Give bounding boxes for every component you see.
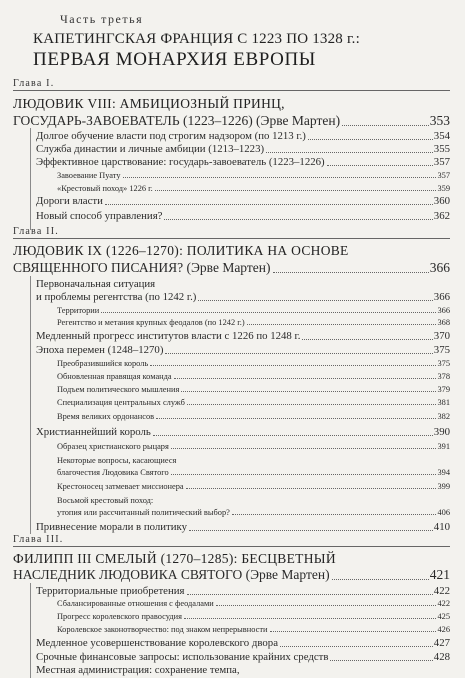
- page-number: 379: [437, 385, 450, 394]
- toc-entry[interactable]: [36, 637, 450, 650]
- entry-text: Время великих ордонансов: [57, 412, 155, 421]
- leader-dots: [302, 338, 432, 340]
- entry-text: Христианнейший король: [36, 426, 151, 438]
- page-number: 425: [437, 612, 450, 621]
- toc-subentry[interactable]: [57, 317, 450, 328]
- toc-subentry[interactable]: [57, 611, 450, 622]
- leader-dots: [273, 271, 429, 273]
- page-number: 399: [437, 482, 450, 491]
- leader-dots: [247, 323, 437, 325]
- entry-text: Медленное усовершенствование королевского двора: [36, 637, 279, 649]
- page-number: 375: [437, 359, 450, 368]
- leader-dots: [308, 138, 433, 140]
- leader-dots: [198, 299, 432, 301]
- toc-entry[interactable]: [36, 585, 450, 598]
- chapter-label: Глава II.: [13, 226, 450, 239]
- chapter-title-line: ЛЮДОВИК VIII: АМБИЦИОЗНЫЙ ПРИНЦ,: [13, 96, 285, 111]
- page-number: 375: [433, 344, 450, 356]
- leader-dots: [181, 390, 436, 392]
- entry-text: «Крестовый поход» 1226 г.: [57, 184, 153, 193]
- page-number: 366: [437, 306, 450, 315]
- part-label: Часть третья: [60, 12, 144, 26]
- page-number: 426: [437, 625, 450, 634]
- toc-entry[interactable]: [36, 664, 450, 677]
- leader-dots: [184, 617, 436, 619]
- page-number: 362: [433, 210, 450, 222]
- entry-text: Территориальные приобретения: [36, 585, 185, 597]
- part-subtitle: ПЕРВАЯ МОНАРХИЯ ЕВРОПЫ: [33, 49, 316, 70]
- entry-text: Сбалансированные отношения с феодалами: [57, 599, 214, 608]
- page-number: 427: [433, 637, 450, 649]
- toc-entry[interactable]: [36, 344, 450, 357]
- entry-text: благочестия Людовика Святого: [57, 468, 169, 477]
- page-number: 360: [433, 195, 450, 207]
- toc-subentry[interactable]: [57, 305, 450, 316]
- leader-dots: [270, 630, 437, 632]
- chapter-title-row[interactable]: [13, 112, 450, 129]
- toc-subentry[interactable]: [57, 411, 450, 422]
- leader-dots: [150, 364, 436, 366]
- toc-entry[interactable]: [36, 210, 450, 223]
- leader-dots: [165, 352, 432, 354]
- entry-text: Служба династии и личные амбиции (1213–1223): [36, 143, 265, 155]
- page-number: 355: [433, 143, 450, 155]
- entry-text: утопия или рассчитанный политический выбор?: [57, 508, 230, 517]
- entry-text: Привнесение морали в политику: [36, 521, 188, 533]
- chapter-title-row[interactable]: [13, 566, 450, 583]
- page-number: 378: [437, 372, 450, 381]
- leader-dots: [232, 513, 437, 515]
- entry-text: Регентство и метания крупных феодалов (по 1242 г.): [57, 318, 245, 327]
- chapter-label: Глава I.: [13, 78, 450, 91]
- toc-entry[interactable]: [36, 143, 450, 156]
- toc-subentry[interactable]: [57, 455, 450, 466]
- toc-subentry[interactable]: [57, 481, 450, 492]
- section-bracket: [30, 128, 31, 230]
- page-number: 390: [433, 426, 450, 438]
- toc-subentry[interactable]: [57, 624, 450, 635]
- page-number: 366: [433, 291, 450, 303]
- toc-subentry[interactable]: [57, 183, 450, 194]
- entry-text: Медленный прогресс институтов власти с 1226 по 1248 г.: [36, 330, 301, 342]
- page-number: 366: [429, 260, 450, 275]
- chapter-title-line: ГОСУДАРЬ-ЗАВОЕВАТЕЛЬ (1223–1226) (Эрве Мартен): [13, 113, 341, 128]
- toc-entry[interactable]: [36, 195, 450, 208]
- chapter-title-line: НАСЛЕДНИК ЛЮДОВИКА СВЯТОГО (Эрве Мартен): [13, 567, 330, 582]
- page-number: 428: [433, 651, 450, 663]
- leader-dots: [164, 218, 432, 220]
- entry-text: Территории: [57, 306, 100, 315]
- page-number: 357: [433, 156, 450, 168]
- leader-dots: [174, 377, 437, 379]
- page-number: 357: [437, 171, 450, 180]
- leader-dots: [332, 578, 429, 580]
- entry-text: Завоевание Пуату: [57, 171, 121, 180]
- toc-subentry[interactable]: [57, 441, 450, 452]
- entry-text: Местная администрация: сохранение темпа,: [36, 664, 240, 676]
- entry-text: Дороги власти: [36, 195, 103, 207]
- entry-text: Прогресс королевского правосудия: [57, 612, 182, 621]
- page-number: 410: [433, 521, 450, 533]
- leader-dots: [153, 434, 433, 436]
- entry-text: Эпоха перемен (1248–1270): [36, 344, 164, 356]
- entry-text: Преобразившийся король: [57, 359, 149, 368]
- toc-entry[interactable]: [36, 330, 450, 343]
- entry-text: Срочные финансовые запросы: использование крайних средств: [36, 651, 329, 663]
- toc-entry[interactable]: [36, 426, 450, 439]
- toc-subentry[interactable]: [57, 495, 450, 506]
- toc-subentry[interactable]: [57, 371, 450, 382]
- page-number: 359: [437, 184, 450, 193]
- page-number: 381: [437, 398, 450, 407]
- chapter-title-line: ЛЮДОВИК IX (1226–1270): ПОЛИТИКА НА ОСНОВЕ: [13, 243, 349, 258]
- entry-text: Специализация центральных служб: [57, 398, 185, 407]
- leader-dots: [105, 203, 433, 205]
- entry-text: Некоторые вопросы, касающиеся: [57, 456, 177, 465]
- toc-entry[interactable]: [36, 156, 450, 169]
- leader-dots: [187, 593, 433, 595]
- page-number: 368: [437, 318, 450, 327]
- toc-subentry[interactable]: [57, 384, 450, 395]
- toc-subentry[interactable]: [57, 397, 450, 408]
- page-number: 406: [437, 508, 450, 517]
- leader-dots: [189, 529, 433, 531]
- entry-text: Эффективное царствование: государь-завоеватель (1223–1226): [36, 156, 325, 168]
- entry-text: Подъем политического мышления: [57, 385, 180, 394]
- entry-text: Образец христианского рыцаря: [57, 442, 169, 451]
- entry-text: Королевское законотворчество: под знаком непрерывности: [57, 625, 268, 634]
- toc-subentry[interactable]: [57, 598, 450, 609]
- section-bracket: [30, 276, 31, 534]
- entry-text: Восьмой крестовый поход:: [57, 496, 154, 505]
- toc-entry[interactable]: [36, 521, 450, 534]
- toc-entry[interactable]: [36, 291, 450, 304]
- leader-dots: [342, 124, 429, 126]
- leader-dots: [187, 403, 437, 405]
- toc-subentry[interactable]: [57, 170, 450, 181]
- page-number: 421: [429, 567, 450, 582]
- toc-subentry[interactable]: [57, 467, 450, 478]
- leader-dots: [123, 176, 437, 178]
- entry-text: Долгое обучение власти под строгим надзором (по 1213 г.): [36, 130, 306, 142]
- page-number: 370: [433, 330, 450, 342]
- toc-subentry[interactable]: [57, 507, 450, 518]
- chapter-title-row[interactable]: [13, 259, 450, 276]
- page-number: 382: [437, 412, 450, 421]
- leader-dots: [171, 473, 437, 475]
- leader-dots: [171, 447, 437, 449]
- part-title: КАПЕТИНГСКАЯ ФРАНЦИЯ С 1223 ПО 1328 г.:: [33, 31, 360, 47]
- toc-entry[interactable]: [36, 278, 450, 291]
- chapter-label: Глава III.: [13, 534, 450, 547]
- toc-entry[interactable]: [36, 651, 450, 664]
- leader-dots: [327, 164, 433, 166]
- leader-dots: [101, 311, 436, 313]
- leader-dots: [280, 645, 433, 647]
- leader-dots: [155, 189, 437, 191]
- entry-text: и проблемы регентства (по 1242 г.): [36, 291, 197, 303]
- leader-dots: [156, 417, 436, 419]
- page-number: 391: [437, 442, 450, 451]
- page-number: 353: [429, 113, 450, 128]
- chapter-title-line: ФИЛИПП III СМЕЛЫЙ (1270–1285): БЕСЦВЕТНЫЙ: [13, 551, 336, 566]
- section-bracket: [30, 583, 31, 678]
- page-number: 354: [433, 130, 450, 142]
- entry-text: Обновленная правящая команда: [57, 372, 172, 381]
- page-number: 394: [437, 468, 450, 477]
- entry-text: Крестоносец затмевает миссионера: [57, 482, 184, 491]
- entry-text: Новый способ управления?: [36, 210, 163, 222]
- entry-text: Первоначальная ситуация: [36, 278, 156, 290]
- leader-dots: [186, 487, 437, 489]
- page-number: 422: [433, 585, 450, 597]
- toc-subentry[interactable]: [57, 358, 450, 369]
- toc-entry[interactable]: [36, 130, 450, 143]
- page-number: 422: [437, 599, 450, 608]
- chapter-title-line: СВЯЩЕННОГО ПИСАНИЯ? (Эрве Мартен): [13, 260, 271, 275]
- leader-dots: [216, 604, 437, 606]
- leader-dots: [266, 151, 433, 153]
- leader-dots: [330, 659, 432, 661]
